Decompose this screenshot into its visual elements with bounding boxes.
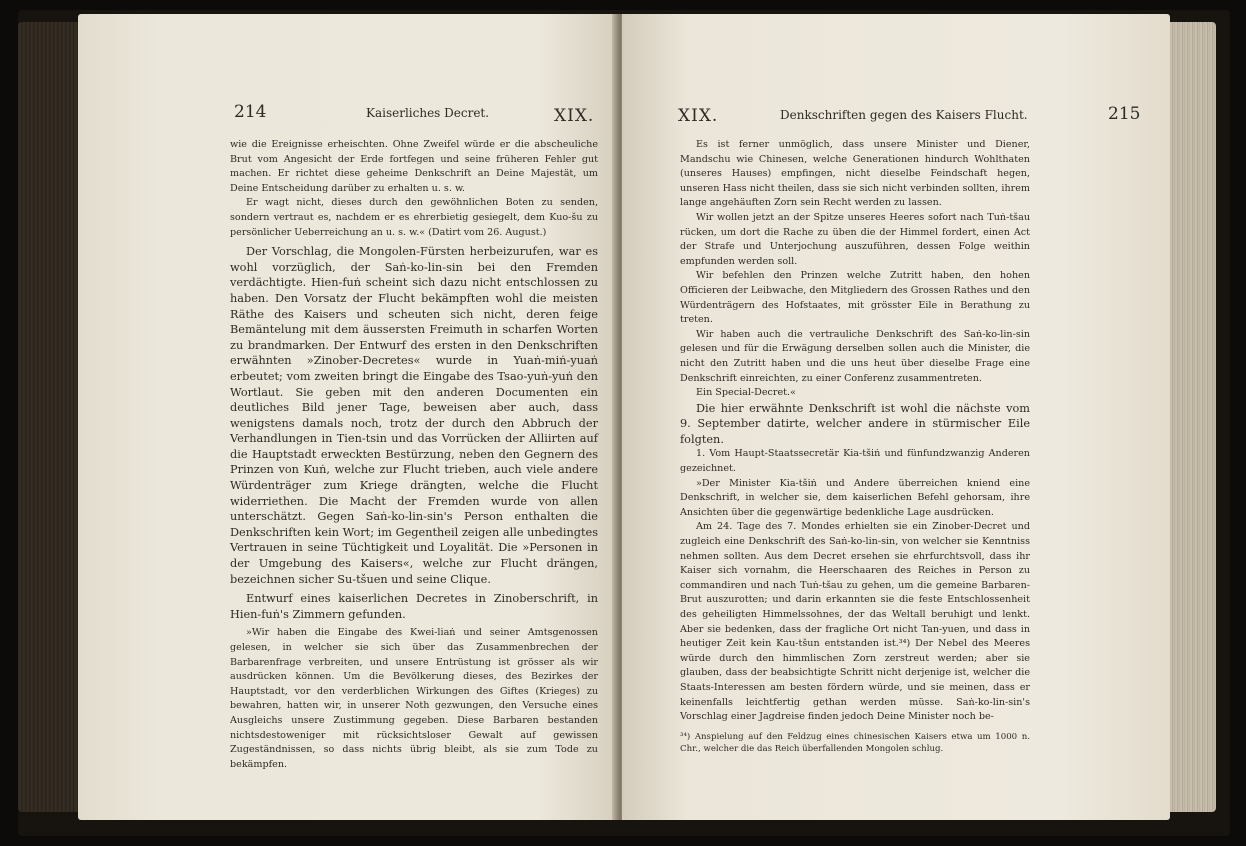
page-text <box>680 138 1030 764</box>
paragraph: Es ist ferner unmöglich, dass unsere Minister und Diener, Mandschu wie Chinesen, welche Generationen hindurch Wohlthaten (unseres Hauses) empfingen, nicht dieselbe Feindschaft hegen, unseren Hass nicht theilen, dass sie sich nicht verbinden sollten, ihrem lange angehäuften Zorn sein Recht werden zu lassen. <box>680 139 1030 209</box>
paragraph: Entwurf eines kaiserlichen Decretes in Zinoberschrift, in Hien-fuṅ's Zimmern gefunden. <box>230 592 598 621</box>
page-text <box>230 138 598 772</box>
page-number: 215 <box>1108 104 1141 124</box>
book-edge-right <box>1168 22 1216 812</box>
running-title: Kaiserliches Decret. <box>366 106 490 120</box>
paragraph: Wir haben auch die vertrauliche Denkschrift des Saṅ-ko-lin-sin gelesen und für die Erwägung derselben sollen auch die Minister, die nicht den Zutritt haben und die uns heut über dieselbe Frage eine Denkschrift einreichten, zu einer Conferenz zusammentreten. <box>680 328 1030 384</box>
book-edge-left <box>18 22 80 812</box>
paragraph: Der Vorschlag, die Mongolen-Fürsten herbeizurufen, war es wohl vorzüglich, der Saṅ-ko-lin-sin bei den Fremden verdächtigte. Hien-fuṅ scheint sich dazu nicht entschlossen zu haben. Den Vorsatz der Flucht bekämpften wohl die meisten Räthe des Kaisers und scheuten sich nicht, deren feige Bemäntelung mit dem äussersten Freimuth in scharfen Worten zu brandmarken. Der Entwurf des ersten in den Denkschriften erwähnten »Zinober-Decretes« wurde in Yuaṅ-miṅ-yuaṅ erbeutet; vom zweiten bringt die Eingabe des Tsao-yuṅ-yuṅ den Wortlaut. Sie geben mit den anderen Documenten ein deutliches Bild jener Tage, beweisen aber auch, dass wenigstens damals noch, trotz der durch den Abbruch der Verhandlungen in Tien-tsin und das Vorrücken der Alliirten auf die Hauptstadt erweckten Bestürzung, neben den Gegnern des Prinzen von Kuṅ, welche zur Flucht trieben, auch viele andere Würdenträger zum Kriege drängten, welche die Flucht widerriethen. Die Macht der Fremden wurde von allen unterschätzt. Gegen Saṅ-ko-lin-sin's Person enthalten die Denkschriften kein Wort; im Gegentheil zeigen alle unbedingtes Vertrauen in seine Tüchtigkeit und Loyalität. Die »Personen in der Umgebung des Kaisers«, welche zur Flucht drängen, bezeichnen sicher Su-tšuen und seine Clique. <box>230 245 598 586</box>
paragraph: Er wagt nicht, dieses durch den gewöhnlichen Boten zu senden, sondern vertraut es, nachdem er es ehrerbietig gesiegelt, dem Kuo-šu zu persönlicher Ueberreichung an u. s. w.« (Datirt vom 26. August.) <box>230 197 598 238</box>
page-number: 214 <box>234 102 267 122</box>
paragraph: Ein Special-Decret.« <box>696 387 796 399</box>
paragraph: »Der Minister Kia-tšiṅ und Andere überreichen kniend eine Denkschrift, in welcher sie, dem kaiserlichen Befehl gehorsam, ihre Ansichten über die gegenwärtige bedenkliche Lage ausdrücken. <box>680 477 1030 518</box>
chapter-number: XIX. <box>678 106 719 126</box>
paragraph: Die hier erwähnte Denkschrift ist wohl die nächste vom 9. September datirte, welcher andere in stürmischer Eile folgten. <box>680 401 1030 446</box>
running-title: Denkschriften gegen des Kaisers Flucht. <box>780 108 1028 122</box>
paragraph: wie die Ereignisse erheischten. Ohne Zweifel würde er die abscheuliche Brut vom Angesicht der Erde fortfegen und seine früheren Fehler gut machen. Er richtet diese geheime Denkschrift an Deine Majestät, um Deine Entscheidung darüber zu erhalten u. s. w. <box>230 139 598 194</box>
right-page <box>622 14 1170 820</box>
left-page <box>78 14 618 820</box>
paragraph: Wir befehlen den Prinzen welche Zutritt haben, den hohen Officieren der Leibwache, den Mitgliedern des Grossen Rathes und den Würdenträgern des Hofstaates, mit grösster Eile in Berathung zu treten. <box>680 270 1030 326</box>
paragraph: 1. Vom Haupt-Staatssecretär Kia-tšiṅ und fünfundzwanzig Anderen gezeichnet. <box>680 448 1030 475</box>
paragraph: Am 24. Tage des 7. Mondes erhielten sie ein Zinober-Decret und zugleich eine Denkschrift des Saṅ-ko-lin-sin, von welcher sie Kenntniss nehmen sollten. Aus dem Decret ersehen sie ehrfurchtsvoll, dass ihr Kaiser sich vornahm, die Heerschaaren des Reiches in Person zu commandiren und nach Tuṅ-tšau zu gehen, um die gemeine Barbaren-Brut auszurotten; und darin erkannten sie die feste Entschlossenheit des geheiligten Himmelssohnes, der das Weltall beruhigt und lenkt. Aber sie bedenken, dass der fragliche Ort nicht Tan-yuen, und dass in heutiger Zeit kein Kau-tšun entstanden ist.³⁴) Der Nebel des Meeres würde durch den himmlischen Zorn zerstreut werden; aber sie glauben, dass der beabsichtigte Schritt nicht derjenige ist, welcher die Staats-Interessen am besten fördern würde, und sie meinen, dass er keinenfalls leichtfertig gethan werden müsse. Saṅ-ko-lin-sin's Vorschlag einer Jagdreise finden jedoch Deine Minister noch be- <box>680 521 1030 723</box>
paragraph: Wir wollen jetzt an der Spitze unseres Heeres sofort nach Tuṅ-tšau rücken, um dort die Rache zu üben die der Himmel fordert, einen Act der Strafe und Unterjochung auszuführen, dessen Folge weithin empfunden werden soll. <box>680 211 1030 267</box>
paragraph: »Wir haben die Eingabe des Kwei-liaṅ und seiner Amtsgenossen gelesen, in welcher sie sich über das Zusammenbrechen der Barbarenfrage verbreiten, und unsere Entrüstung ist grösser als wir ausdrücken können. Um die Bevölkerung dieses, des Bezirkes der Hauptstadt, vor den verderblichen Wirkungen des Giftes (Krieges) zu bewahren, hatten wir, in unserer Noth gezwungen, den Versuche eines Ausgleichs unsere Zustimmung gegeben. Diese Barbaren bestanden nichtsdestoweniger mit rücksichtsloser Gewalt auf gewissen Zugeständnissen, so dass nichts übrig bleibt, als sie zum Tode zu bekämpfen. <box>230 627 598 770</box>
footnote: ³⁴) Anspielung auf den Feldzug eines chinesischen Kaisers etwa um 1000 n. Chr., welcher die das Reich überfallenden Mongolen schlug. <box>680 731 1030 755</box>
chapter-number: XIX. <box>554 106 595 126</box>
